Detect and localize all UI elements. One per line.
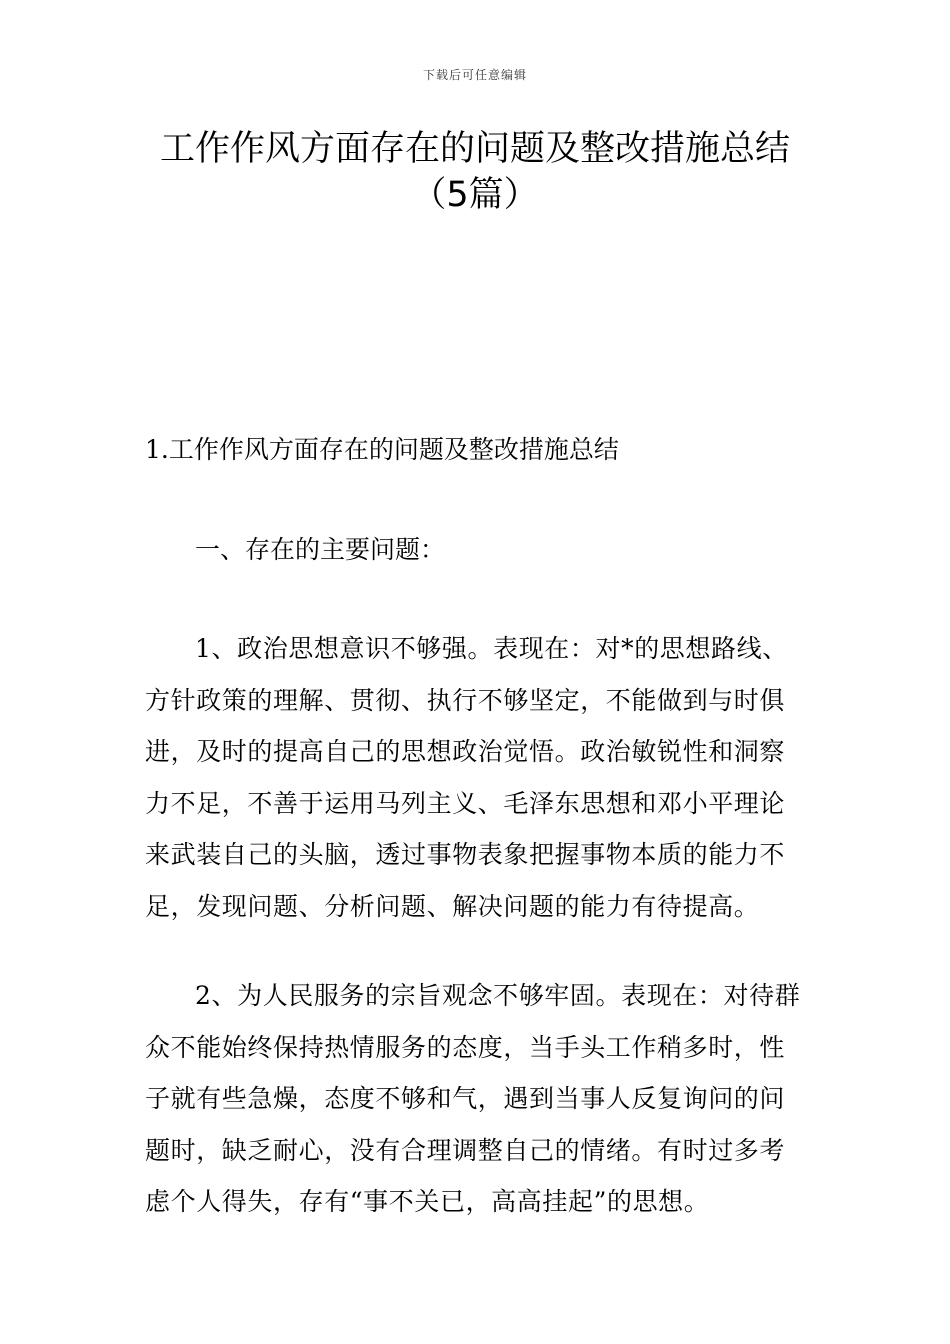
title-line-2: （5篇） — [411, 175, 539, 215]
document-title — [0, 126, 950, 218]
subheading: 一、存在的主要问题： — [195, 535, 446, 564]
section-heading: 1.工作作风方面存在的问题及整改措施总结 — [145, 435, 619, 464]
title-line-1: 工作作风方面存在的问题及整改措施总结 — [159, 129, 790, 169]
paragraph-1: 1、政治思想意识不够强。表现在：对*的思想路线、方针政策的理解、贯彻、执行不够坚定，不能做到与时俱进，及时的提高自己的思想政治觉悟。政治敏锐性和洞察力不足，不善于运用马列主义、毛泽东思想和邓小平理论来武装自己的头脑，透过事物表象把握事物本质的能力不足，发现问题、分析问题、解决问题的能力有待提高。 — [145, 634, 788, 921]
header-note: 下载后可任意编辑 — [422, 68, 527, 82]
paragraph-2: 2、为人民服务的宗旨观念不够牢固。表现在：对待群众不能始终保持热情服务的态度，当手头工作稍多时，性子就有些急燥，态度不够和气，遇到当事人反复询问的问题时，缺乏耐心，没有合理调整自己的情绪。有时过多考虑个人得失，存有“事不关已，高高挂起”的思想。 — [145, 981, 801, 1216]
